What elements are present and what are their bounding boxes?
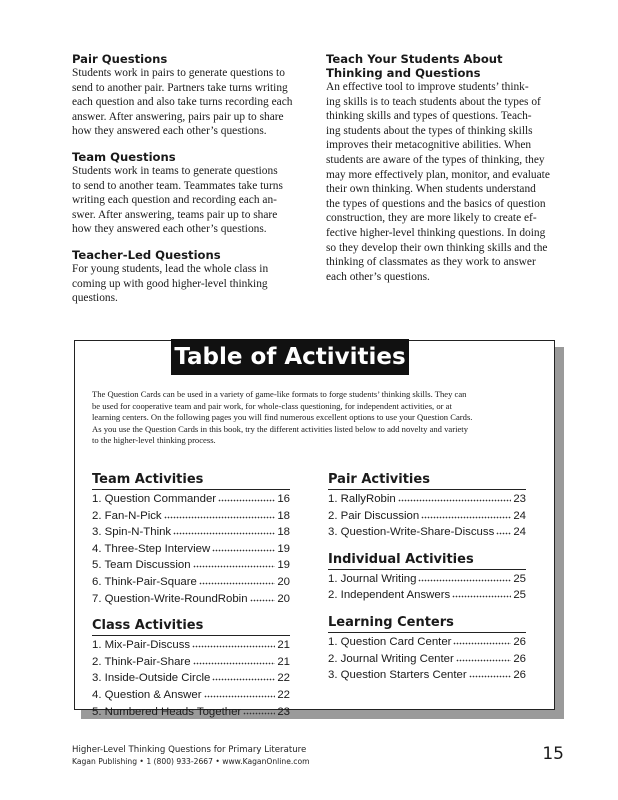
dot-leader: [453, 633, 511, 645]
activity-item: [92, 636, 290, 653]
activity-page-number: 16: [277, 493, 290, 505]
teach-students-text: An effective tool to improve students’ think- ing skills is to teach students about the types of thinking skills and types of questions. Teach- ing students about the types of thinking skills improves their metacognitive abilities. When students are aware of the types of thinking, they may more effectively plan, monitor, and evaluate their own thinking. When students understand the types of questions and the basics of question construction, they are more likely to create ef- fective higher-level thinking questions. In doing so they develop their own thinking skills and the thinking of classmates as they work to answer each other’s questions.: [326, 81, 550, 283]
activity-item: [92, 653, 290, 670]
dot-leader: [496, 523, 511, 535]
dot-leader: [469, 666, 512, 678]
dot-leader: [418, 570, 511, 582]
dot-leader: [456, 650, 512, 662]
activity-page-number: 24: [513, 509, 526, 522]
activity-group-heading: Class Activities: [92, 618, 204, 634]
toc-intro: The Question Cards can be used in a variety of game-like formats to forge students’ thinking skills. They can be used for cooperative team and pair work, for whole-class questioning, for independent activities, or at learning centers. On the following pages you will find numerous excellent options to use your Question Cards. As you use the Question Cards in this book, try the different activities listed below to add novelty and variety to the higher-level thinking process.: [92, 389, 473, 446]
activity-name: 3. Spin-N-Think: [92, 526, 172, 539]
dot-leader: [193, 556, 276, 568]
activity-name: 2. Journal Writing Center: [328, 652, 454, 665]
right-column: [326, 52, 562, 284]
activity-name: 2. Fan-N-Pick: [92, 509, 162, 522]
activity-name: 3. Question-Write-Share-Discuss: [328, 526, 495, 539]
dot-leader: [193, 653, 276, 665]
team-questions-text: Students work in teams to generate questions to send to another team. Teammates take turns writing each question and recording each an- swer. After answering, teams pair up to share how they answered each other’s questions.: [72, 164, 283, 236]
activity-page-number: 18: [277, 509, 290, 522]
toc-title: Table of Activities: [171, 339, 409, 375]
activity-name: 1. Journal Writing: [328, 572, 417, 585]
activity-item: [328, 586, 526, 603]
activity-item: [92, 669, 290, 686]
dot-leader: [398, 490, 512, 502]
activity-item: [328, 507, 526, 524]
activity-item: [92, 556, 290, 573]
activity-page-number: 23: [513, 493, 526, 505]
activity-name: 3. Question Starters Center: [328, 669, 467, 682]
dot-leader: [204, 686, 276, 698]
activity-list: [328, 569, 526, 603]
activity-item: [92, 540, 290, 557]
dot-leader: [421, 507, 511, 519]
activity-page-number: 22: [277, 688, 290, 701]
activity-item: [328, 570, 526, 587]
teach-students-heading: Teach Your Students About Thinking and Questions: [326, 52, 503, 80]
activity-name: 5. Numbered Heads Together: [92, 705, 242, 718]
page-number: 15: [542, 744, 564, 764]
activity-name: 6. Think-Pair-Square: [92, 575, 197, 588]
activity-name: 3. Inside-Outside Circle: [92, 672, 211, 685]
activity-page-number: 26: [513, 669, 526, 682]
pair-questions-heading: Pair Questions: [72, 52, 168, 66]
activity-name: 2. Independent Answers: [328, 589, 451, 602]
dot-leader: [199, 573, 275, 585]
activity-page-number: 24: [513, 526, 526, 539]
activity-page-number: 21: [277, 639, 290, 652]
activity-page-number: 25: [513, 572, 526, 585]
activity-list: [92, 489, 290, 606]
activity-name: 4. Question & Answer: [92, 688, 202, 701]
activity-list: [328, 632, 526, 683]
activity-name: 2. Think-Pair-Share: [92, 655, 191, 668]
dot-leader: [250, 590, 276, 602]
activity-item: [328, 666, 526, 683]
left-column: [72, 52, 308, 306]
activity-item: [328, 490, 526, 507]
activity-name: 1. Question Commander: [92, 493, 217, 505]
activity-name: 4. Three-Step Interview: [92, 542, 211, 555]
activity-item: [92, 507, 290, 524]
activity-page-number: 19: [277, 542, 290, 555]
footer: [72, 745, 542, 767]
dot-leader: [452, 586, 511, 598]
activity-name: 2. Pair Discussion: [328, 509, 420, 522]
dot-leader: [243, 703, 275, 715]
activity-item: [328, 633, 526, 650]
activity-page-number: 25: [513, 589, 526, 602]
activity-list: [328, 489, 526, 540]
dot-leader: [212, 540, 275, 552]
activity-name: 1. RallyRobin: [328, 493, 396, 505]
activity-name: 7. Question-Write-RoundRobin: [92, 592, 248, 605]
activity-page-number: 18: [277, 526, 290, 539]
activity-item: [328, 523, 526, 540]
activity-page-number: 26: [513, 635, 526, 648]
activity-group-heading: Pair Activities: [328, 472, 430, 487]
activity-page-number: 26: [513, 652, 526, 665]
activity-item: [92, 590, 290, 607]
pair-questions-text: Students work in pairs to generate questions to send to another pair. Partners take turns writing each question and also take turns recording each answer. After answering, pairs pair up to share how they answered each other’s questions.: [72, 67, 293, 138]
activity-name: 5. Team Discussion: [92, 559, 191, 572]
activity-item: [92, 490, 290, 507]
dot-leader: [173, 523, 275, 535]
activity-item: [92, 703, 290, 720]
activity-name: 1. Question Card Center: [328, 635, 452, 648]
toc-right-column: [328, 472, 526, 683]
activity-group-heading: Individual Activities: [328, 551, 474, 567]
dot-leader: [212, 669, 275, 681]
activity-item: [92, 686, 290, 703]
dot-leader: [164, 507, 276, 519]
activity-page-number: 19: [277, 559, 290, 572]
teacher-led-questions-heading: Teacher-Led Questions: [72, 247, 221, 262]
footer-book-title: Higher-Level Thinking Questions for Primary Literature: [72, 745, 307, 755]
activity-list: [92, 635, 290, 719]
dot-leader: [192, 636, 275, 648]
dot-leader: [218, 490, 275, 502]
activity-page-number: 22: [277, 672, 290, 685]
activity-group-heading: Team Activities: [92, 472, 204, 487]
activity-item: [92, 573, 290, 590]
team-questions-heading: Team Questions: [72, 149, 176, 164]
teacher-led-questions-text: For young students, lead the whole class in coming up with good higher-level thinking questions.: [72, 262, 269, 305]
activity-item: [328, 650, 526, 667]
activity-page-number: 23: [277, 705, 290, 718]
footer-publisher: Kagan Publishing • 1 (800) 933-2667 • www.KaganOnline.com: [72, 757, 310, 766]
activity-item: [92, 523, 290, 540]
toc-left-column: [92, 472, 290, 719]
activity-page-number: 21: [277, 655, 290, 668]
activity-page-number: 20: [277, 575, 290, 588]
activity-name: 1. Mix-Pair-Discuss: [92, 639, 191, 652]
activity-page-number: 20: [277, 592, 290, 605]
activity-group-heading: Learning Centers: [328, 614, 454, 630]
